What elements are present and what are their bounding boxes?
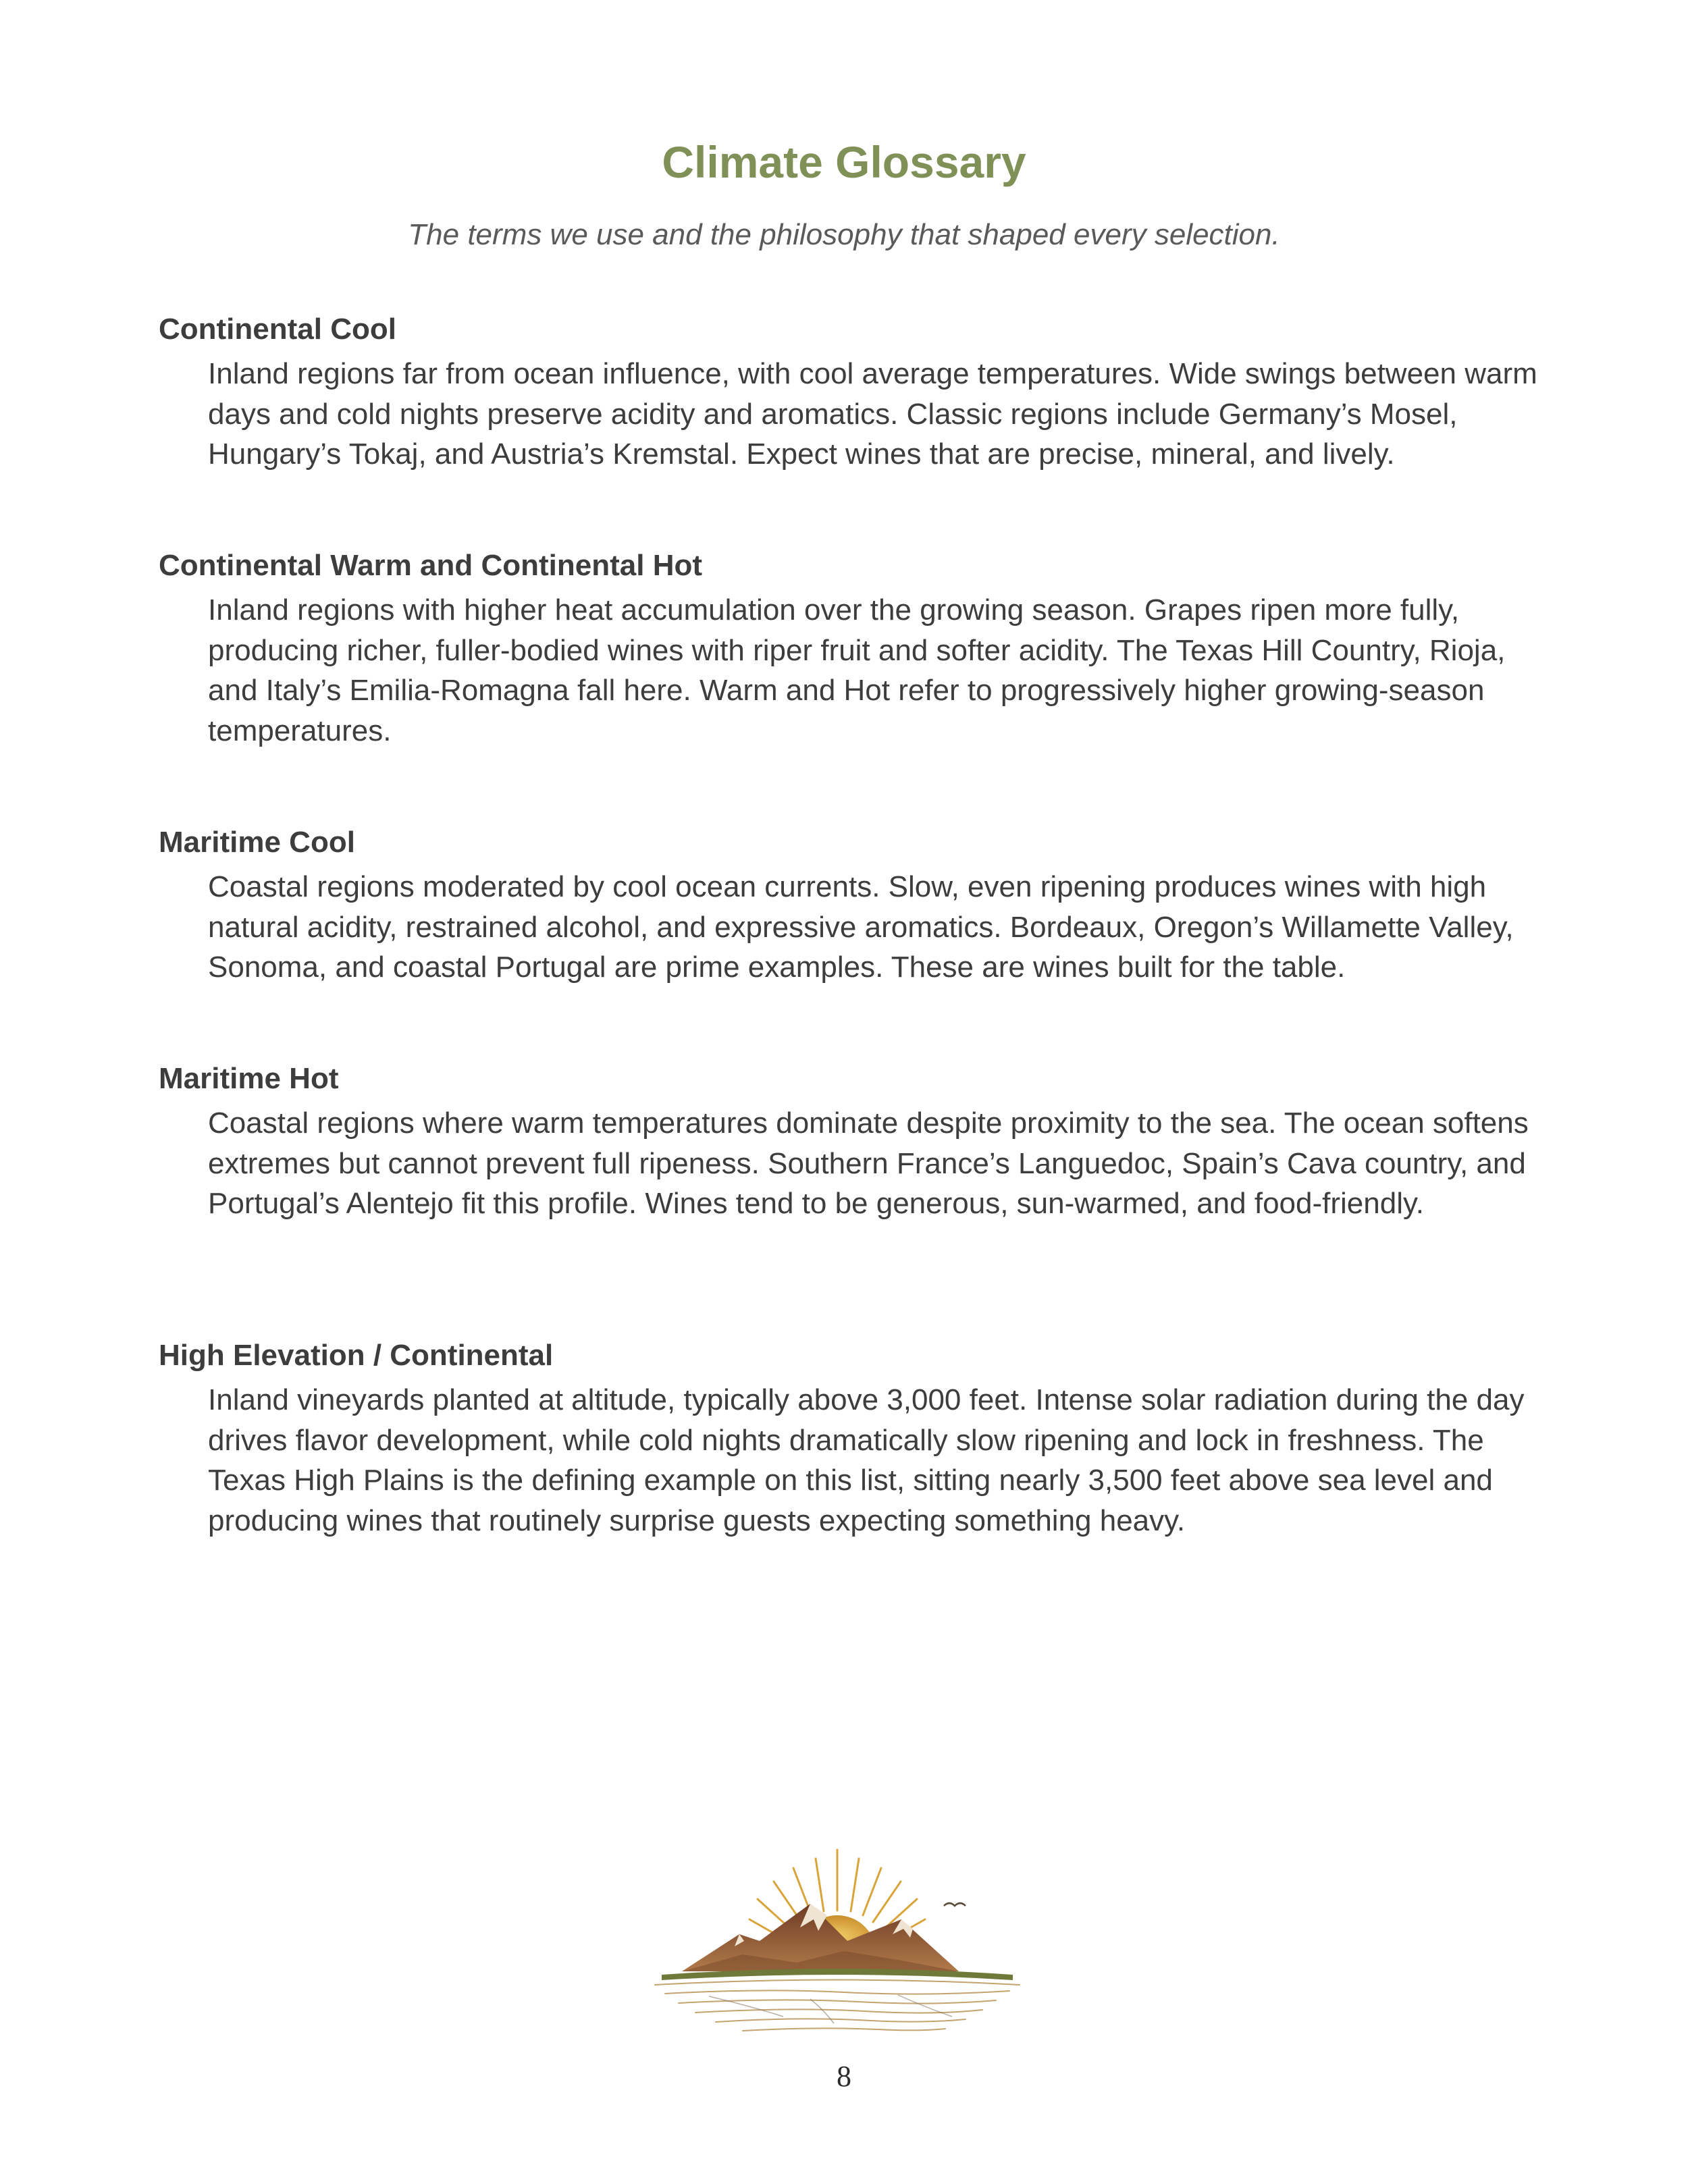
page-number: 8 xyxy=(837,2060,851,2093)
page-subtitle: The terms we use and the philosophy that shaped every selection. xyxy=(408,218,1280,251)
glossary-term: High Elevation / Continental xyxy=(159,1339,554,1372)
glossary-term: Maritime Cool xyxy=(159,826,355,859)
mountain-sunrise-emblem-icon xyxy=(641,1840,1033,2042)
glossary-entry-continental-cool xyxy=(159,309,1577,475)
glossary-entry-continental-warm-hot xyxy=(159,545,1577,751)
page-title: Climate Glossary xyxy=(662,137,1026,187)
glossary-term: Continental Warm and Continental Hot xyxy=(159,549,702,582)
glossary-term: Maritime Hot xyxy=(159,1062,339,1095)
glossary-entry-maritime-cool xyxy=(159,822,1577,988)
glossary-definition: Inland regions far from ocean influence, with cool average temperatures. Wide swings between warm days and cold nights preserve acidity and aromatics. Classic regions include Germany’s Mosel, Hungary’s Tokaj, and Austria’s Kremstal. Expect wines that are precise, mineral, and lively. xyxy=(208,357,1537,471)
glossary-entry-maritime-hot xyxy=(159,1059,1577,1224)
glossary-definition: Coastal regions moderated by cool ocean currents. Slow, even ripening produces wines with high natural acidity, restrained alcohol, and expressive aromatics. Bordeaux, Oregon’s Willamette Valley, Sonoma, and coastal Portugal are prime examples. These are wines built for the table. xyxy=(208,870,1514,984)
glossary-definition: Inland vineyards planted at altitude, typically above 3,000 feet. Intense solar radiation during the day drives flavor development, while cold nights dramatically slow ripening and lock in freshness. The Texas High Plains is the defining example on this list, sitting nearly 3,500 feet above sea level and producing wines that routinely surprise guests expecting something heavy. xyxy=(208,1383,1525,1537)
glossary-entry-high-elevation xyxy=(159,1335,1577,1541)
glossary-definition: Inland regions with higher heat accumulation over the growing season. Grapes ripen more fully, producing richer, fuller-bodied wines with riper fruit and softer acidity. The Texas Hill Country, Rioja, and Italy’s Emilia-Romagna fall here. Warm and Hot refer to progressively higher growing-season temperatures. xyxy=(208,593,1506,747)
glossary-definition: Coastal regions where warm temperatures dominate despite proximity to the sea. The ocean softens extremes but cannot prevent full ripeness. Southern France’s Languedoc, Spain’s Cava country, and Portugal’s Alentejo fit this profile. Wines tend to be generous, sun-warmed, and food-friendly. xyxy=(208,1107,1529,1220)
glossary-term: Continental Cool xyxy=(159,313,396,346)
